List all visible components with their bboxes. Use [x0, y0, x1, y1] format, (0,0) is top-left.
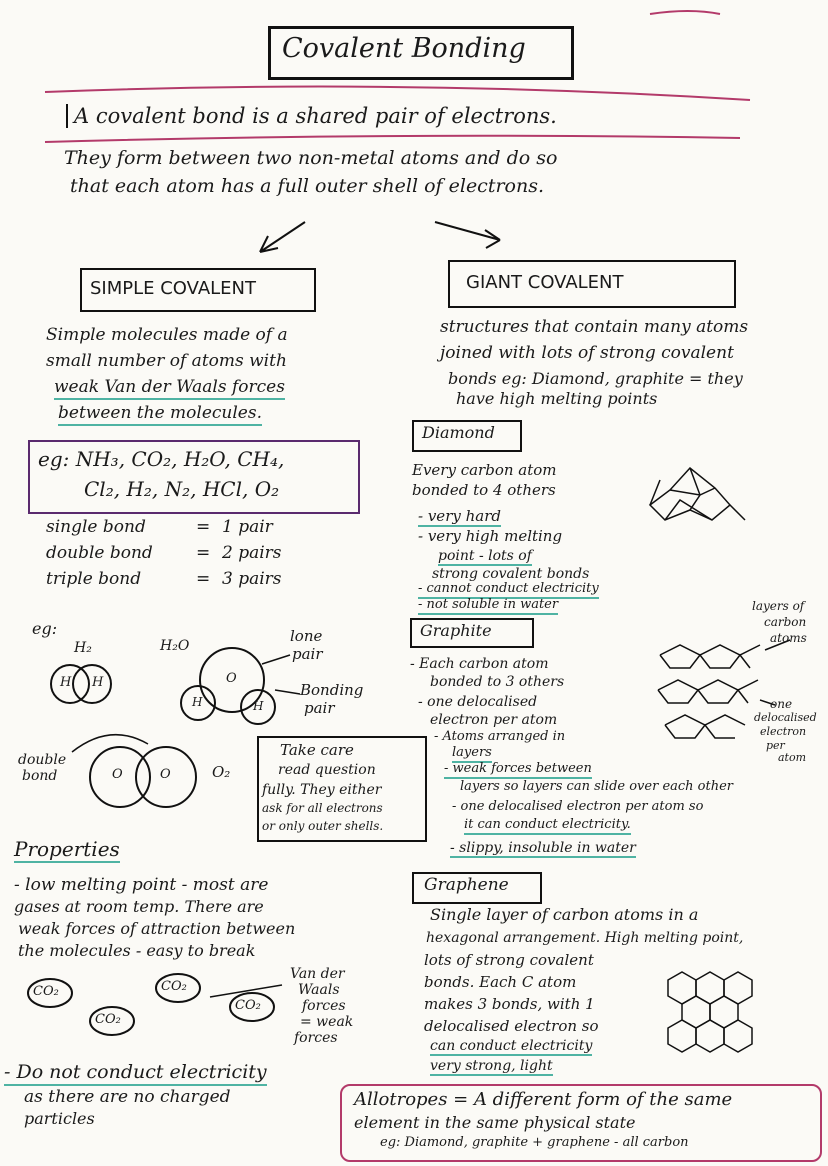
- page-title: Covalent Bonding: [282, 33, 526, 64]
- graphene-line-1: Single layer of carbon atoms in a: [430, 905, 699, 924]
- properties-line-1: - low melting point - most are: [14, 875, 269, 895]
- giant-heading: GIANT COVALENT: [466, 272, 624, 293]
- diamond-line-4: - very high melting: [418, 527, 563, 545]
- graphene-line-7: can conduct electricity: [430, 1038, 592, 1056]
- deloc-note-3: electron: [760, 725, 807, 738]
- deloc-note-5: atom: [778, 751, 807, 764]
- diamond-line-8: - not soluble in water: [418, 598, 558, 615]
- deloc-note-4: per: [766, 739, 785, 752]
- graphite-line-7: - weak forces between: [444, 762, 592, 779]
- graphite-line-2: bonded to 3 others: [430, 674, 565, 690]
- graphite-line-5: - Atoms arranged in: [434, 729, 566, 744]
- arrow-left-icon: [260, 222, 305, 252]
- conduct-line-1: - Do not conduct electricity: [4, 1062, 267, 1086]
- co2-1: CO₂: [33, 984, 59, 999]
- h2-label: H₂: [74, 640, 92, 656]
- double-bond-1: double: [18, 752, 67, 768]
- bond-type-3: triple bond: [46, 569, 142, 589]
- definition-pink-top: [45, 87, 750, 100]
- diamond-line-5: point - lots of: [438, 548, 532, 566]
- examples-line-1: eg: NH₃, CO₂, H₂O, CH₄,: [38, 447, 285, 471]
- simple-desc-4: between the molecules.: [58, 404, 262, 426]
- vdw-1: Van der: [290, 966, 345, 982]
- graphite-line-1: - Each carbon atom: [410, 656, 549, 672]
- graphene-line-6: delocalised electron so: [424, 1017, 599, 1035]
- intro-line-1: They form between two non-metal atoms and do so: [64, 147, 558, 169]
- co2-4: CO₂: [235, 998, 261, 1013]
- graphite-line-6: layers: [452, 746, 492, 763]
- conduct-line-3: particles: [24, 1109, 95, 1128]
- giant-desc-1: structures that contain many atoms: [440, 317, 749, 337]
- bond-type-2: double bond: [46, 543, 153, 563]
- o2-atom-2: O: [160, 767, 171, 782]
- eg-label: eg:: [32, 619, 58, 638]
- diamond-structure-icon: [650, 468, 745, 520]
- simple-desc-1: Simple molecules made of a: [46, 325, 288, 345]
- bond-eq-3: =: [196, 569, 211, 589]
- h2o-molecule-icon: [181, 648, 300, 724]
- vdw-4: = weak: [300, 1014, 354, 1030]
- o2-atom-1: O: [112, 767, 123, 782]
- properties-line-2: gases at room temp. There are: [14, 897, 264, 916]
- graphite-line-8: layers so layers can slide over each other: [460, 779, 733, 794]
- properties-line-3: weak forces of attraction between: [18, 919, 296, 938]
- h2o-atom-o: O: [226, 671, 237, 686]
- h2o-atom-h1: H: [192, 695, 203, 709]
- giant-desc-4: have high melting points: [456, 389, 658, 408]
- take-care-1: Take care: [280, 741, 354, 759]
- simple-heading: SIMPLE COVALENT: [90, 278, 256, 299]
- bond-type-1: single bond: [46, 517, 146, 537]
- graphene-line-5: makes 3 bonds, with 1: [424, 995, 595, 1013]
- allotropes-line-1: Allotropes = A different form of the same: [354, 1089, 733, 1110]
- bond-eq-2: =: [196, 543, 211, 563]
- co2-2: CO₂: [95, 1012, 121, 1027]
- layers-note-1: layers of: [752, 599, 805, 613]
- arrow-right-icon: [435, 222, 500, 248]
- h2-atom-2: H: [92, 675, 104, 690]
- giant-desc-2: joined with lots of strong covalent: [440, 343, 734, 363]
- bond-eq-1: =: [196, 517, 211, 537]
- conduct-line-2: as there are no charged: [24, 1087, 231, 1107]
- take-care-3: fully. They either: [262, 782, 382, 798]
- simple-desc-3: weak Van der Waals forces: [54, 378, 285, 400]
- take-care-5: or only outer shells.: [262, 819, 384, 833]
- double-bond-2: bond: [22, 768, 58, 784]
- o2-molecule-icon: [72, 735, 196, 807]
- graphene-structure-icon: [668, 972, 752, 1052]
- h2-atom-1: H: [60, 675, 72, 690]
- simple-desc-2: small number of atoms with: [46, 351, 287, 371]
- vdw-3: forces: [302, 998, 346, 1014]
- co2-3: CO₂: [161, 979, 187, 994]
- graphene-line-4: bonds. Each C atom: [424, 973, 577, 991]
- bonding-pair-1: Bonding: [300, 681, 364, 699]
- graphite-heading: Graphite: [420, 621, 492, 640]
- lone-pair-2: pair: [292, 645, 323, 663]
- h2o-label: H₂O: [160, 638, 190, 654]
- bond-pairs-2: 2 pairs: [222, 543, 282, 563]
- corner-mark: [650, 11, 720, 14]
- definition-pink-bottom: [45, 136, 740, 142]
- definition: A covalent bond is a shared pair of electrons.: [66, 104, 557, 128]
- intro-line-2: that each atom has a full outer shell of electrons.: [70, 175, 545, 197]
- graphite-line-3: - one delocalised: [418, 694, 538, 710]
- graphite-line-9: - one delocalised electron per atom so: [452, 799, 704, 814]
- vdw-2: Waals: [298, 982, 340, 998]
- diamond-heading: Diamond: [422, 423, 495, 442]
- giant-desc-3: bonds eg: Diamond, graphite = they: [448, 369, 743, 388]
- diamond-line-2: bonded to 4 others: [412, 481, 556, 499]
- lone-pair-1: lone: [290, 627, 323, 645]
- diamond-line-1: Every carbon atom: [412, 461, 557, 479]
- graphite-line-4: electron per atom: [430, 712, 558, 728]
- take-care-4: ask for all electrons: [262, 801, 383, 815]
- deloc-note-2: delocalised: [754, 711, 817, 724]
- graphite-line-11: - slippy, insoluble in water: [450, 840, 636, 858]
- bond-pairs-3: 3 pairs: [222, 569, 282, 589]
- o2-label: O₂: [212, 763, 231, 781]
- diamond-line-7: - cannot conduct electricity: [418, 582, 599, 599]
- layers-note-2: carbon: [764, 615, 807, 629]
- properties-line-4: the molecules - easy to break: [18, 941, 256, 960]
- allotropes-line-2: element in the same physical state: [354, 1113, 636, 1132]
- bonding-pair-2: pair: [304, 699, 335, 717]
- h2o-atom-h2: H: [253, 699, 264, 713]
- graphene-line-3: lots of strong covalent: [424, 951, 594, 969]
- graphite-line-10: it can conduct electricity.: [464, 818, 631, 835]
- deloc-note-1: one: [770, 697, 793, 711]
- examples-line-2: Cl₂, H₂, N₂, HCl, O₂: [84, 477, 280, 501]
- vdw-5: forces: [294, 1030, 338, 1046]
- bond-pairs-1: 1 pair: [222, 517, 273, 537]
- graphene-heading: Graphene: [424, 875, 509, 895]
- properties-heading: Properties: [14, 837, 120, 861]
- allotropes-line-3: eg: Diamond, graphite + graphene - all carbon: [380, 1135, 689, 1150]
- graphene-line-2: hexagonal arrangement. High melting point,: [426, 930, 744, 946]
- graphene-line-8: very strong, light: [430, 1058, 553, 1076]
- diamond-line-6: strong covalent bonds: [432, 566, 590, 582]
- take-care-2: read question: [278, 762, 376, 778]
- diamond-line-3: - very hard: [418, 508, 501, 527]
- layers-note-3: atoms: [770, 631, 807, 645]
